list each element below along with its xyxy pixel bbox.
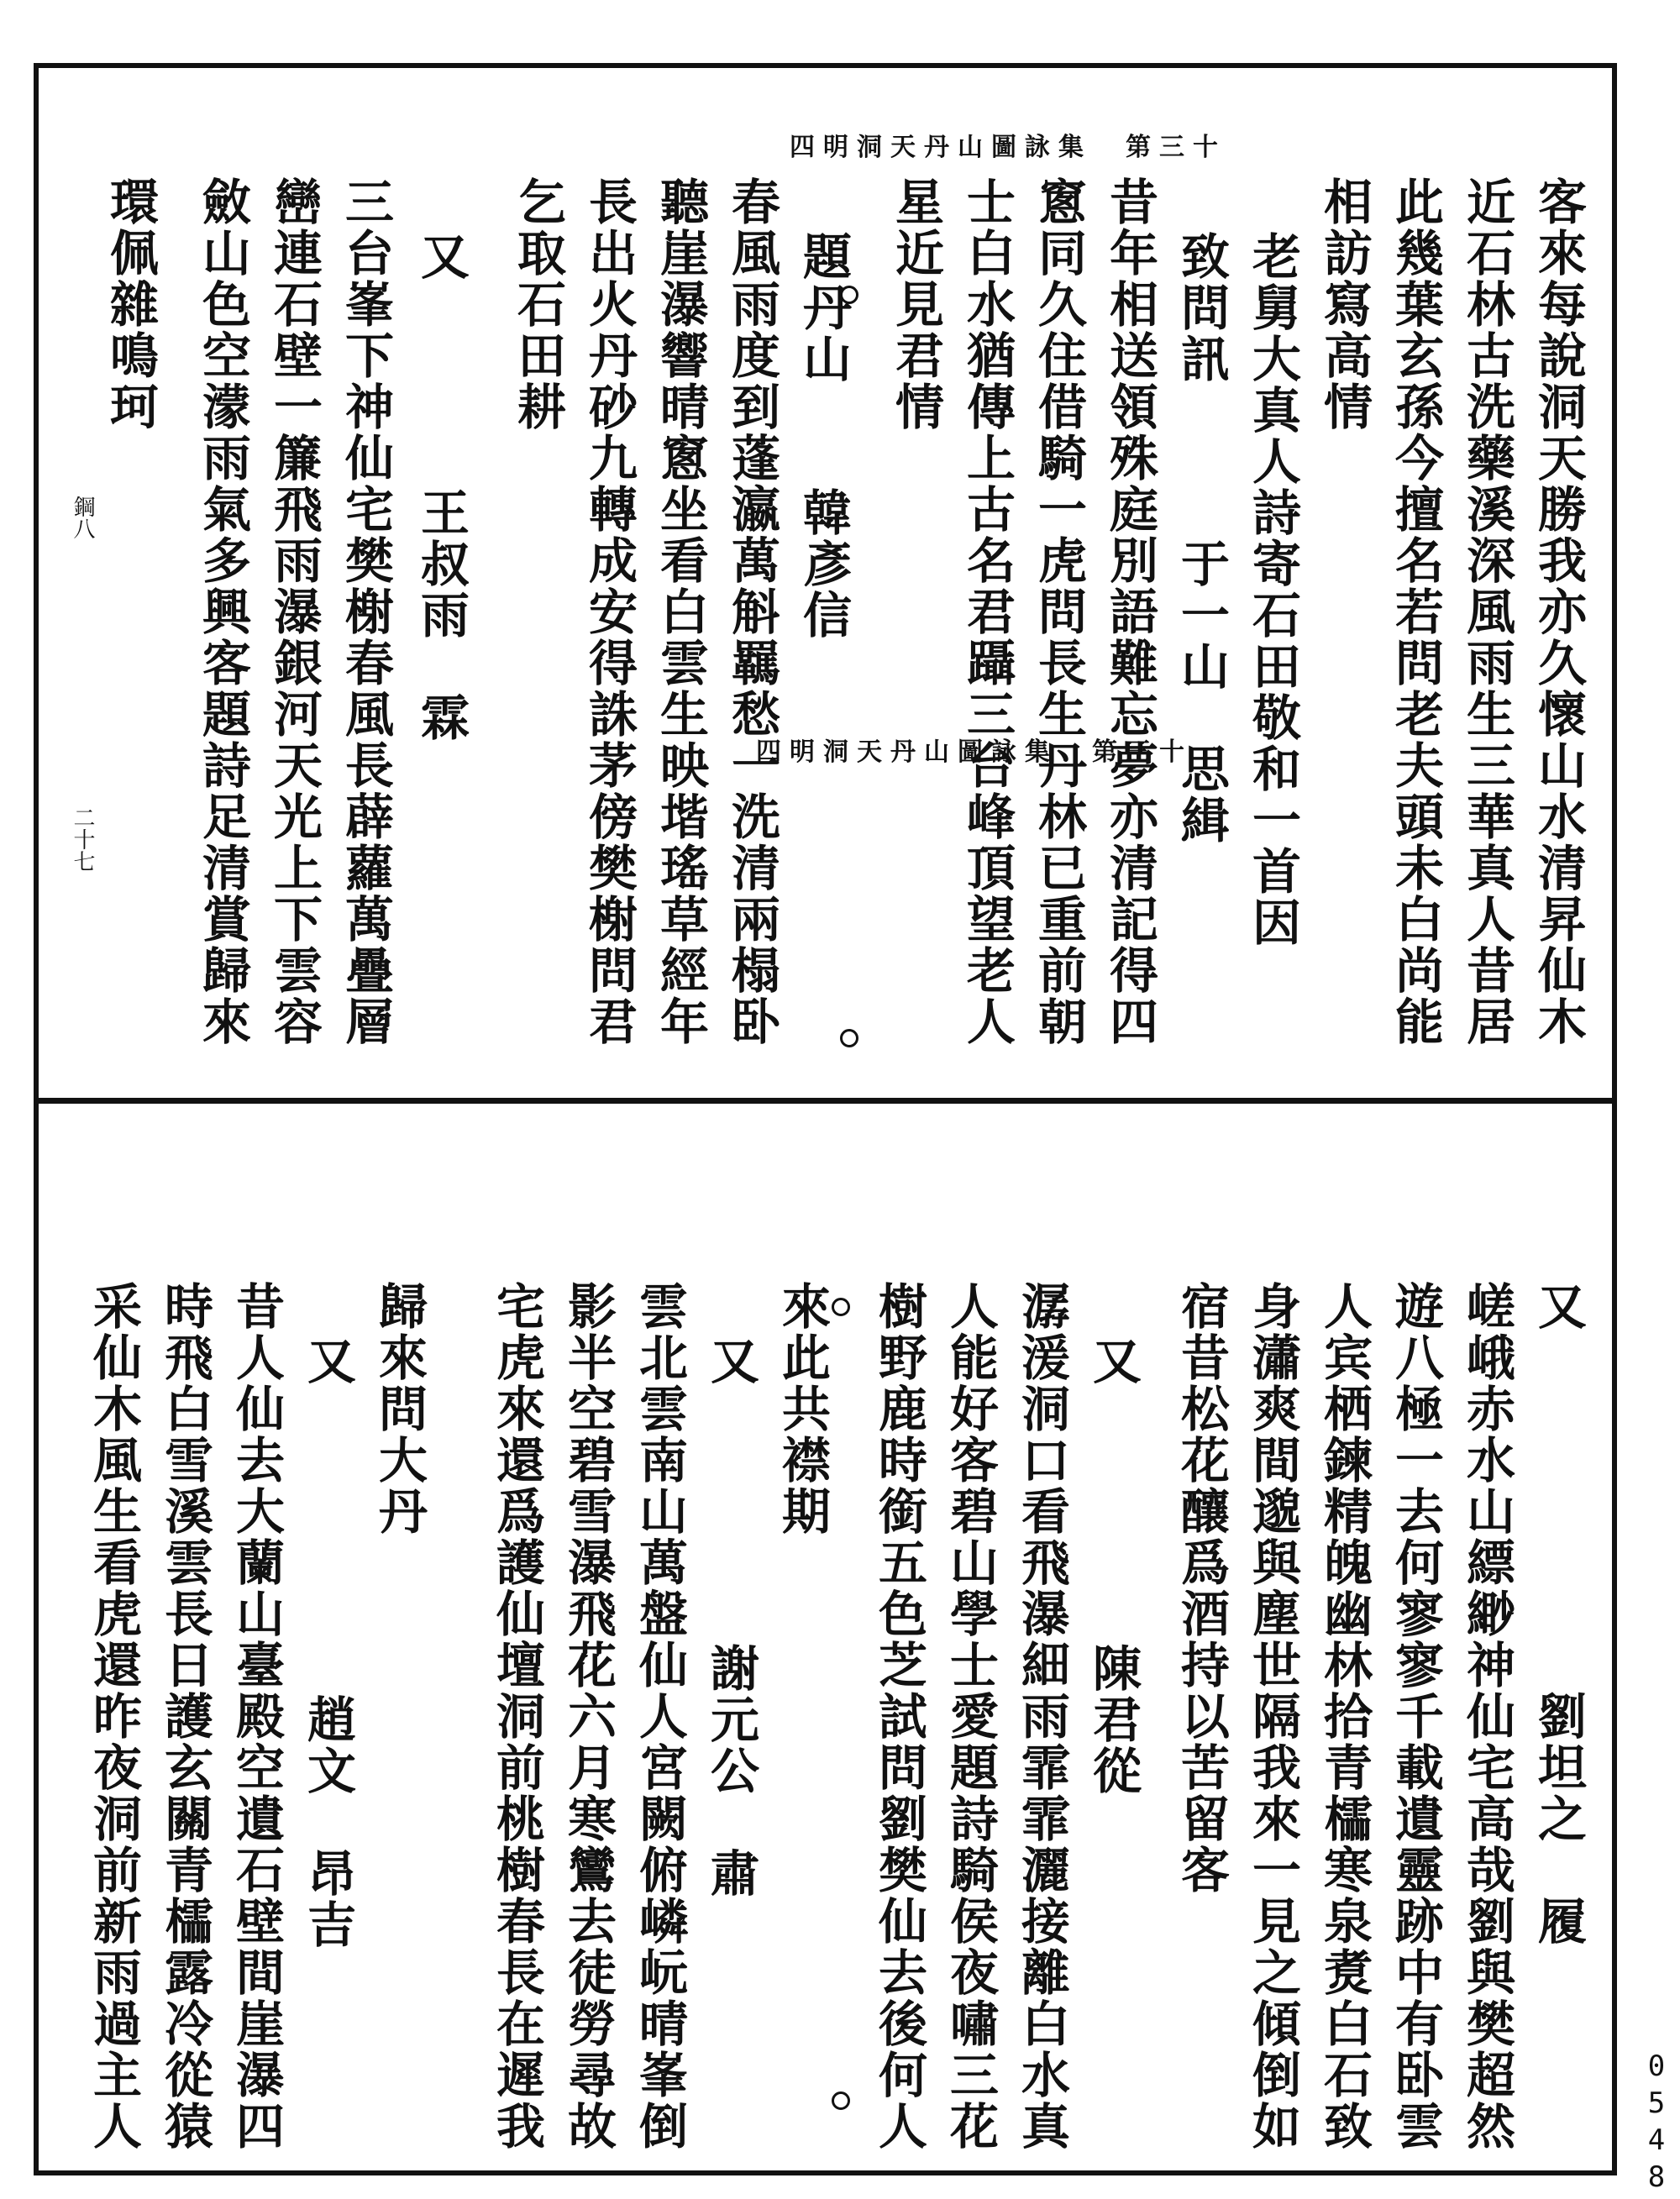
- top-column-20: 環佩雜鳴珂: [102, 176, 159, 433]
- bottom-column-7: 又 陳君從: [1084, 1336, 1142, 1797]
- top-column-9: 士白水猶傳上古名君躡三台峰頂望老人: [958, 176, 1016, 1047]
- top-column-18: 巒連石壁一簾飛雨瀑銀河天光上下雲容: [265, 176, 323, 1047]
- top-column-8: 窻同久住借騎一虎問長生丹林已重前朝: [1030, 176, 1087, 1047]
- top-column-15: 乞取石田耕: [509, 176, 566, 433]
- top-column-3: 此幾葉玄孫今擅名若問老夫頭未白尚能: [1387, 176, 1444, 1047]
- top-folio-number: 二十七: [70, 806, 95, 872]
- top-column-17: 三台峯下神仙宅樊榭春風長薜蘿萬疊層: [337, 176, 394, 1047]
- bottom-column-10: 樹野鹿時銜五色芝試問劉樊仙去後何人: [870, 1281, 927, 2152]
- top-column-1: 客來每說洞天勝我亦久懷山水清昇仙木: [1530, 176, 1587, 1047]
- bottom-column-14: 影半空碧雪瀑飛花六月寒鸞去徒勞尋故: [559, 1281, 617, 2152]
- bottom-column-16: 歸來問大丹: [370, 1281, 428, 1537]
- page-number: 0548: [1640, 2049, 1673, 2197]
- top-column-7: 昔年相送領殊庭別語難忘夢亦清記得四: [1101, 176, 1158, 1047]
- bottom-column-17: 又 趙文 昂吉: [299, 1336, 356, 1950]
- panel-divider: [34, 1098, 1617, 1104]
- top-circle-mark-2: [840, 1029, 858, 1047]
- bottom-column-12: 又 謝元公 肅: [702, 1336, 759, 1899]
- bottom-column-11: 來此共襟期: [774, 1281, 831, 1537]
- bottom-column-8: 潺湲洞口看飛瀑細雨霏霏灑接離白水真: [1013, 1281, 1070, 2152]
- top-column-16: 又 王叔雨 霖: [412, 231, 470, 743]
- bottom-column-3: 遊八極一去何寥寥千載遺靈跡中有卧雲: [1387, 1281, 1444, 2152]
- top-column-6: 致問訊 于一山 思緝: [1173, 231, 1230, 846]
- bottom-column-20: 采仙木風生看虎還昨夜洞前新雨過主人: [85, 1281, 142, 2152]
- top-column-14: 長出火丹砂九轉成安得誅茅傍樊榭問君: [580, 176, 638, 1047]
- bottom-column-15: 宅虎來還爲護仙壇洞前桃樹春長在遲我: [488, 1281, 545, 2152]
- bottom-column-2: 嵯峨赤水山縹緲神仙宅高哉劉與樊超然: [1458, 1281, 1515, 2152]
- bottom-column-13: 雲北雲南山萬盤仙人宮闕俯嶙岏晴峯倒: [631, 1281, 688, 2152]
- top-column-4: 相訪寫高情: [1315, 176, 1373, 433]
- bottom-circle-mark-2: [832, 2091, 850, 2110]
- top-running-header: 四明洞天丹山圖詠集 第三十: [790, 133, 1226, 162]
- bottom-circle-mark-1: [832, 1298, 850, 1316]
- bottom-column-9: 人能好客碧山學士愛題詩騎侯夜嘯三花: [942, 1281, 999, 2152]
- bottom-column-6: 宿昔松花釀爲酒持以苦留客: [1173, 1281, 1230, 1896]
- bottom-column-18: 昔人仙去大蘭山臺殿空遺石壁間崖瀑四: [228, 1281, 285, 2152]
- top-edition-mark: 鋼八: [70, 496, 95, 539]
- bottom-column-1: 又 劉坦之 履: [1530, 1281, 1587, 1947]
- top-column-12: 春風雨度到蓬瀛萬斛羈愁一洗清兩榻卧: [723, 176, 780, 1047]
- top-column-11: 題丹山 韓彥信: [795, 231, 852, 641]
- bottom-column-19: 時飛白雪溪雲長日護玄關青櫺露冷從猿: [156, 1281, 213, 2152]
- top-circle-mark-1: [840, 286, 858, 304]
- top-column-5: 老舅大真人詩寄石田敬和一首因: [1244, 231, 1301, 948]
- top-column-2: 近石林古洗藥溪深風雨生三華真人昔居: [1458, 176, 1515, 1047]
- bottom-running-header: 四明洞天丹山圖詠集 第三十一: [756, 737, 1226, 767]
- bottom-column-4: 人宾栖鍊精魄幽林拾青櫺寒泉煑白石致: [1315, 1281, 1373, 2152]
- top-column-13: 聽崖瀑響晴窻坐看白雲生映堦瑤草經年: [652, 176, 709, 1047]
- top-column-19: 斂山色空濛雨氣多興客題詩足清賞歸來: [194, 176, 251, 1047]
- bottom-column-5: 身瀟爽間邈與塵世隔我來一見之傾倒如: [1244, 1281, 1301, 2152]
- top-column-10: 星近見君情: [887, 176, 944, 433]
